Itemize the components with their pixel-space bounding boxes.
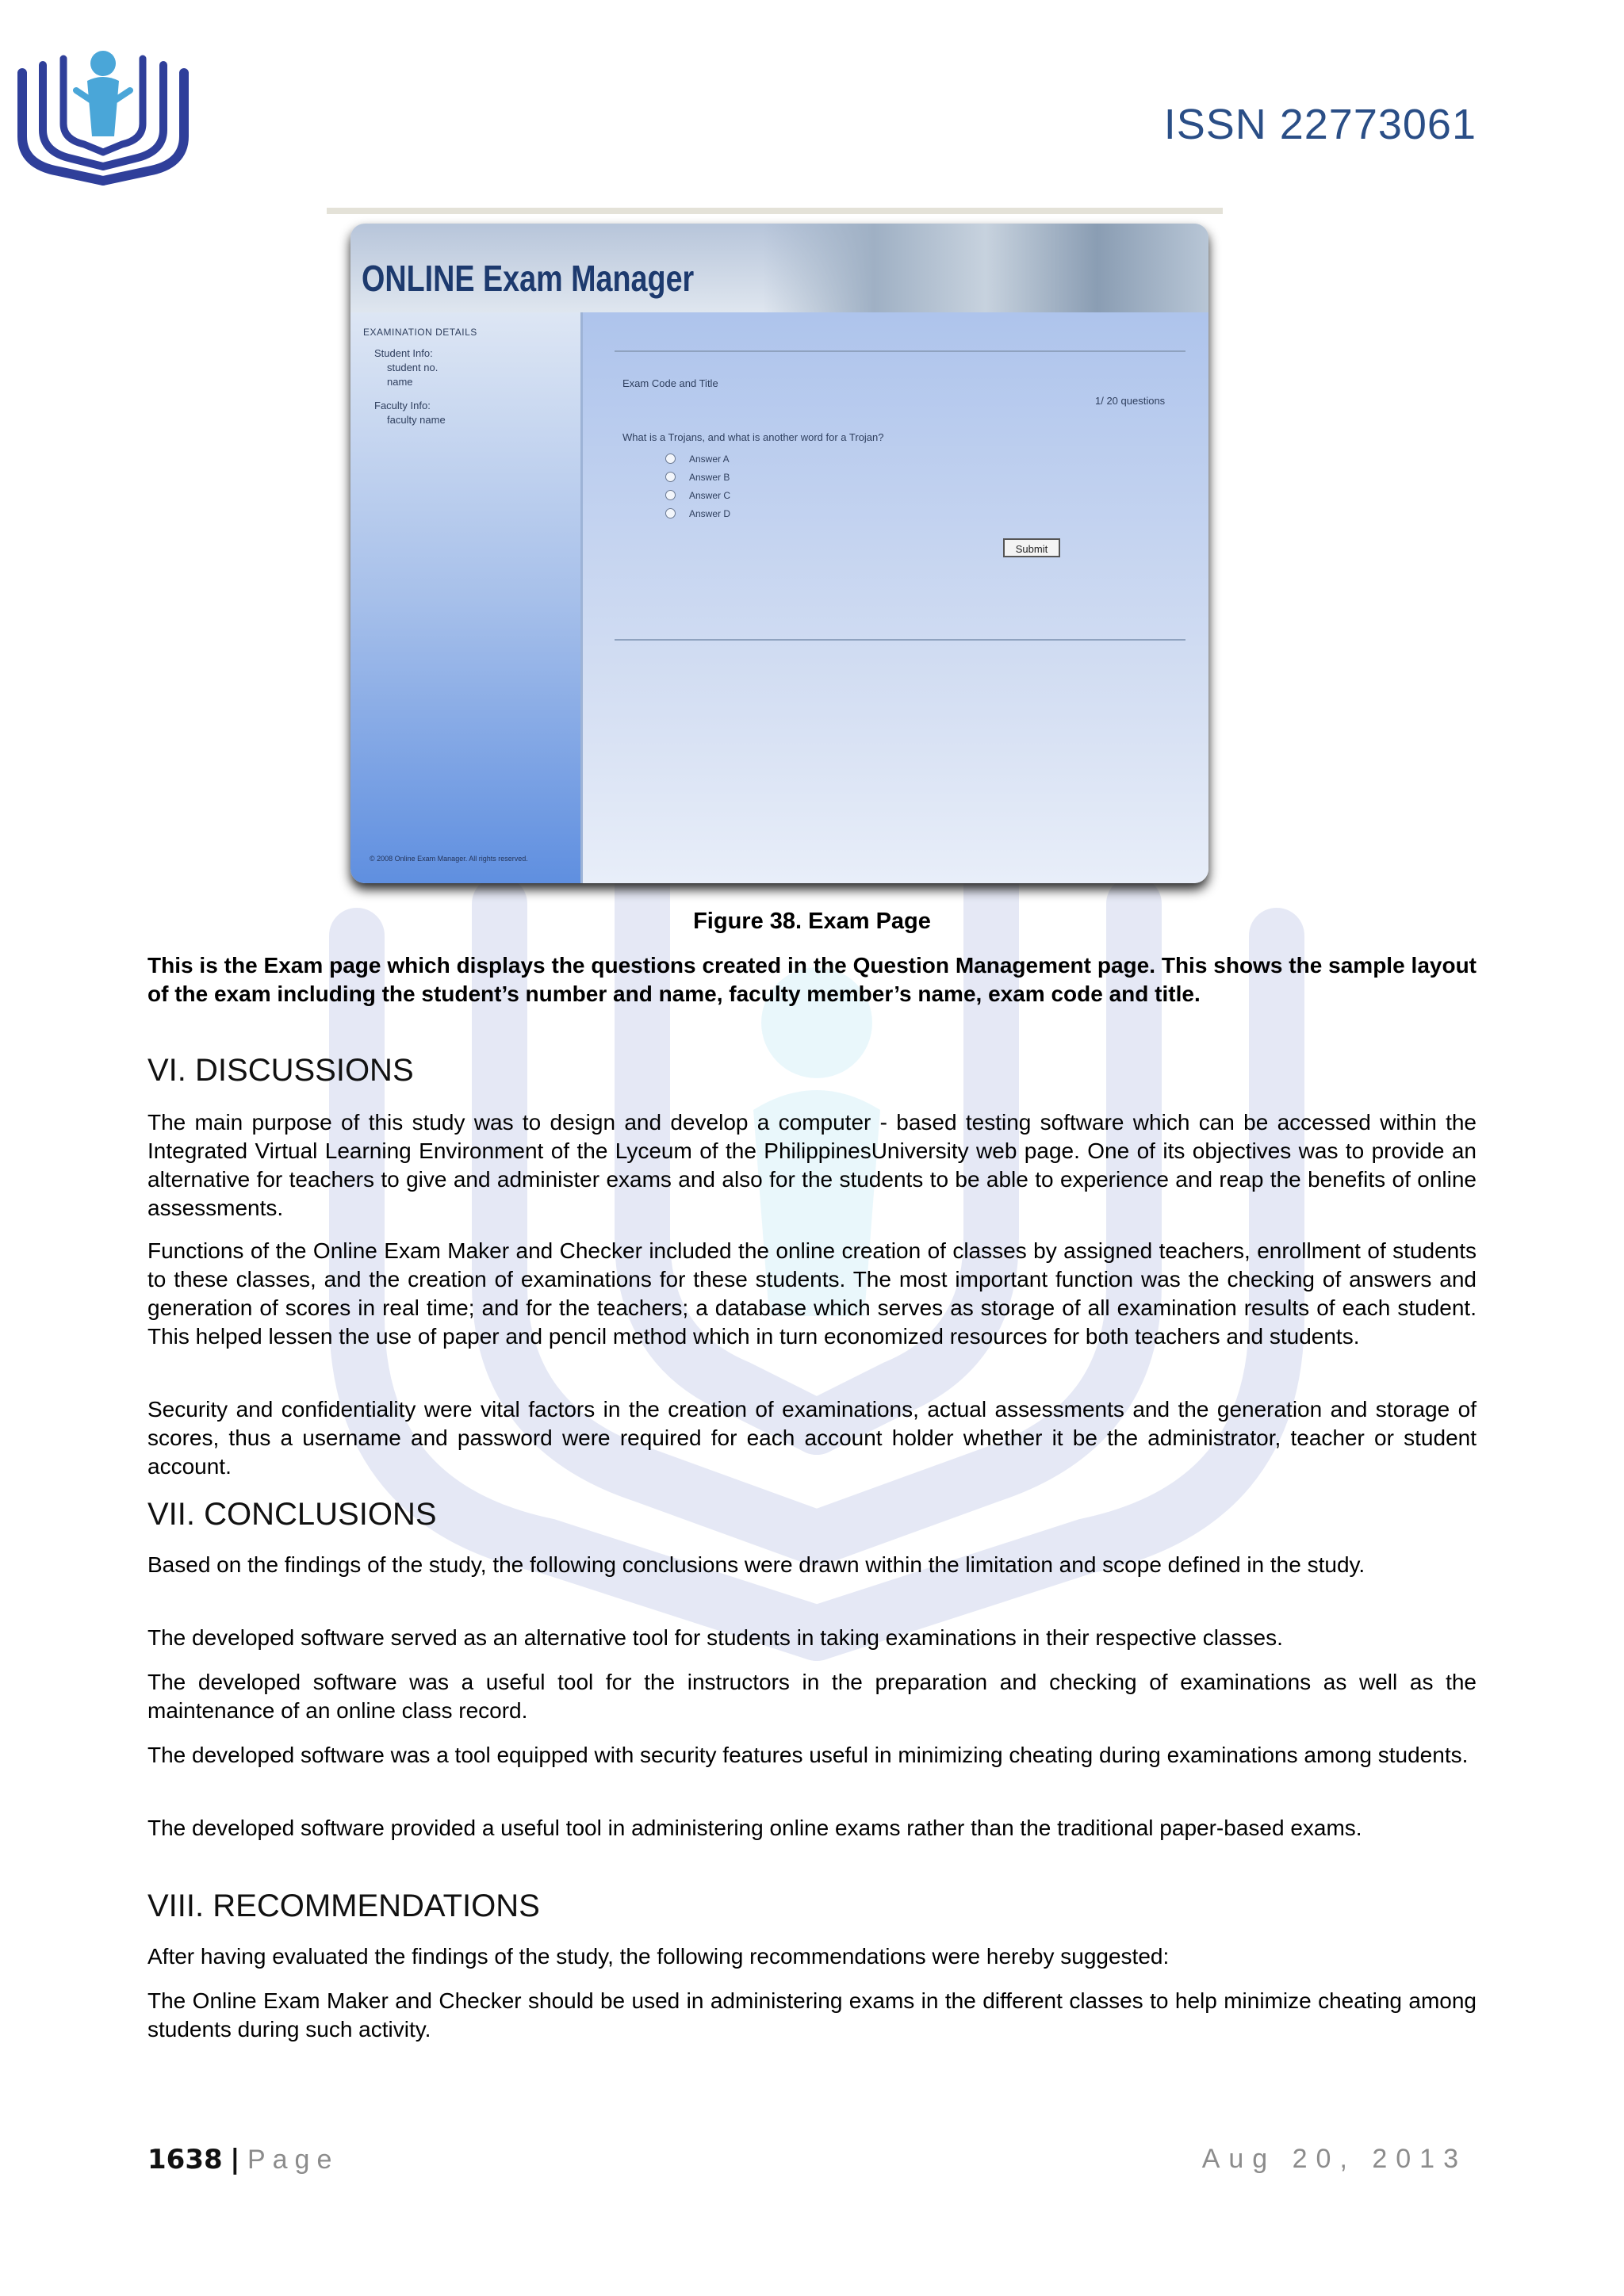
- answer-b-radio[interactable]: [665, 472, 676, 482]
- header-photo: [763, 224, 1208, 312]
- answer-d-label: Answer D: [689, 508, 731, 519]
- conclusion-paragraph-1: Based on the findings of the study, the following conclusions were drawn within the limitation and scope defined in the study.: [147, 1552, 1365, 1577]
- divider-bottom: [615, 639, 1185, 641]
- app-title: ONLINE Exam Manager: [362, 258, 695, 299]
- heading-conclusions: VII. CONCLUSIONS: [147, 1497, 437, 1532]
- answer-b-label: Answer B: [689, 472, 730, 483]
- answer-a-radio[interactable]: [665, 453, 676, 464]
- exam-question-panel: [583, 312, 1208, 883]
- heading-recommendations: VIII. RECOMMENDATIONS: [147, 1888, 540, 1923]
- exam-code-title: Exam Code and Title: [622, 377, 718, 389]
- page-number: 1638: [147, 2144, 223, 2175]
- question-text: What is a Trojans, and what is another word for a Trojan?: [622, 431, 884, 443]
- answer-a-label: Answer A: [689, 453, 730, 465]
- discussion-paragraph-3: Security and confidentiality were vital factors in the creation of examinations, actual assessments and the generation and storage of scores, thus a username and password were required for each account holder whether it be the administrator, teacher or student account.: [147, 1397, 1477, 1479]
- student-name: name: [387, 376, 413, 388]
- conclusion-paragraph-2: The developed software served as an alternative tool for students in taking examinations in their respective classes.: [147, 1625, 1283, 1650]
- faculty-info-label: Faculty Info:: [374, 400, 431, 411]
- exam-details-sidebar: [350, 312, 583, 883]
- student-no: student no.: [387, 362, 439, 373]
- exam-app-window: [350, 224, 1208, 883]
- app-header: [350, 224, 1208, 312]
- figure-description: This is the Exam page which displays the questions created in the Question Management page. This shows the sample layout of the exam including the student’s number and name, faculty member’s name, exam code and title.: [147, 953, 1477, 1006]
- submit-button[interactable]: Submit: [1003, 538, 1060, 557]
- heading-discussions: VI. DISCUSSIONS: [147, 1053, 414, 1088]
- answer-d-radio[interactable]: [665, 508, 676, 519]
- sidebar-section-title: EXAMINATION DETAILS: [363, 327, 477, 338]
- figure-exam-page: [327, 208, 1223, 891]
- answer-c-radio[interactable]: [665, 490, 676, 500]
- conclusion-paragraph-5: The developed software provided a useful tool in administering online exams rather than the traditional paper-based exams.: [147, 1816, 1362, 1840]
- issn-label: ISSN 22773061: [1163, 101, 1477, 148]
- figure-border: [327, 208, 1223, 214]
- question-progress: 1/ 20 questions: [1095, 395, 1166, 407]
- footer-separator: |: [230, 2144, 240, 2175]
- journal-logo: [11, 41, 195, 189]
- app-copyright: © 2008 Online Exam Manager. All rights reserved.: [370, 855, 528, 863]
- answer-c-label: Answer C: [689, 490, 731, 501]
- figure-caption: Figure 38. Exam Page: [693, 909, 931, 934]
- discussion-paragraph-1: The main purpose of this study was to design and develop a computer - based testing software which can be accessed within the Integrated Virtual Learning Environment of the Lyceum of the PhilippinesUniversity web page. One of its objectives was to provide an alternative for teachers to give and administer exams and also for the students to be able to experience and reap the benefits of online assessments.: [147, 1110, 1477, 1220]
- recommendation-paragraph-2: The Online Exam Maker and Checker should be used in administering exams in the different classes to help minimize cheating among students during such activity.: [147, 1988, 1477, 2042]
- conclusion-paragraph-3: The developed software was a useful tool for the instructors in the preparation and checking of examinations as well as the maintenance of an online class record.: [147, 1670, 1477, 1723]
- discussion-paragraph-2: Functions of the Online Exam Maker and Checker included the online creation of classes by assigned teachers, enrollment of students to these classes, and the creation of examinations for these students. The most important function was the checking of answers and generation of scores in real time; and for the teachers; a database which serves as storage of all examination results of each student. This helped lessen the use of paper and pencil method which in turn economized resources for both teachers and students.: [147, 1238, 1477, 1349]
- footer-page-label: [147, 2144, 339, 2175]
- page-word: Page: [247, 2145, 339, 2175]
- divider-top: [615, 350, 1185, 352]
- conclusion-paragraph-4: The developed software was a tool equipped with security features useful in minimizing cheating during examinations among students.: [147, 1743, 1469, 1767]
- faculty-name: faculty name: [387, 414, 446, 426]
- student-info-label: Student Info:: [374, 347, 433, 359]
- recommendation-paragraph-1: After having evaluated the findings of the study, the following recommendations were hereby suggested:: [147, 1944, 1170, 1969]
- footer-date: Aug 20, 2013: [1201, 2144, 1467, 2174]
